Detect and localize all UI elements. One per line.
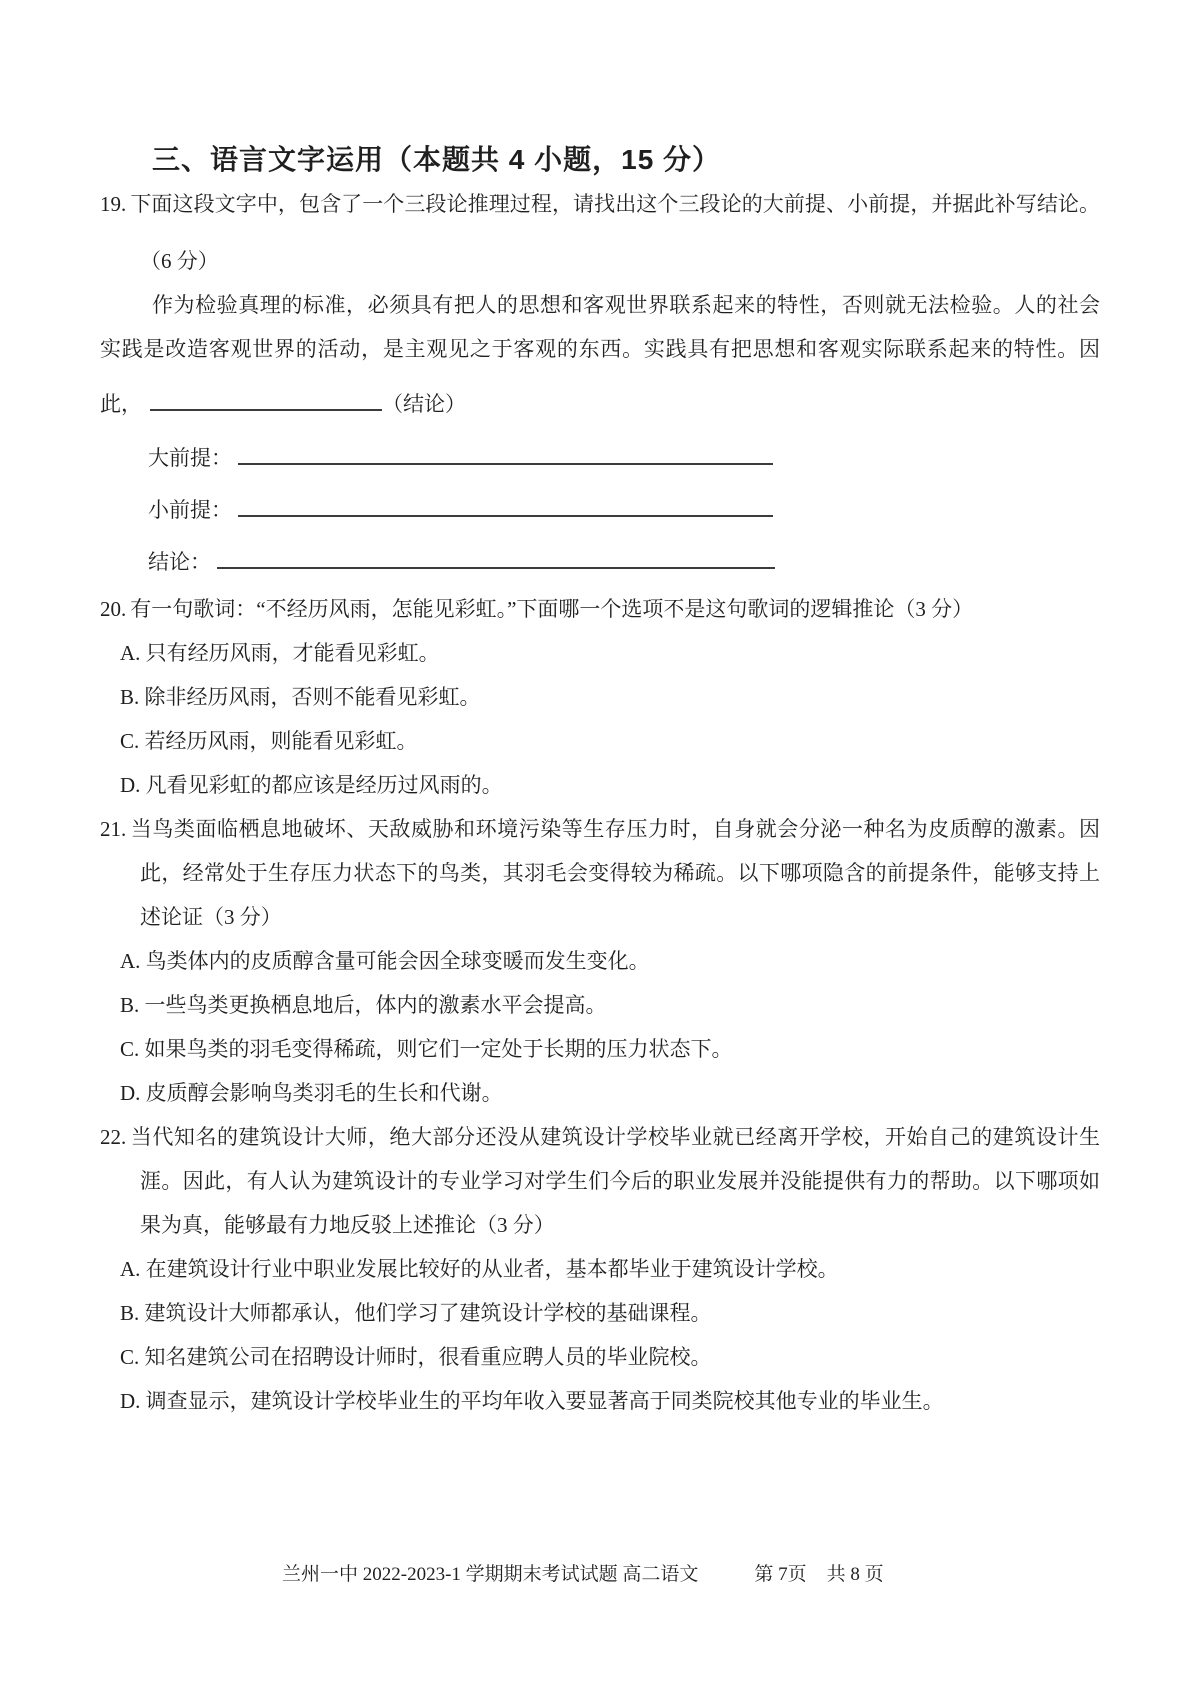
q19-minor-premise-row xyxy=(100,485,1100,535)
q19-stem: 下面这段文字中，包含了一个三段论推理过程，请找出这个三段论的大前提、小前提，并据此补写结论。 xyxy=(130,192,1100,216)
q21-stem1: 当鸟类面临栖息地破坏、天敌威胁和环境污染等生存压力时，自身就会分泌一种名为皮质醇的激素。因 xyxy=(130,817,1100,841)
q19-number: 19. xyxy=(100,192,127,216)
q19-major-premise-row xyxy=(100,433,1100,483)
q21-option-a: A. 鸟类体内的皮质醇含量可能会因全球变暖而发生变化。 xyxy=(120,949,650,973)
q19-minor-premise-label: 小前提： xyxy=(148,498,232,522)
q20-stem: 有一句歌词：“不经历风雨，怎能见彩虹。”下面哪一个选项不是这句歌词的逻辑推论（3 分） xyxy=(130,597,974,621)
q22-stem-line1 xyxy=(100,1115,1100,1159)
q21-stem-line3: 述论证（3 分） xyxy=(140,905,282,929)
q22-stem-line3: 果为真，能够最有力地反驳上述推论（3 分） xyxy=(140,1213,555,1237)
q21-option-c: C. 如果鸟类的羽毛变得稀疏，则它们一定处于长期的压力状态下。 xyxy=(120,1037,733,1061)
q21-option-d: D. 皮质醇会影响鸟类羽毛的生长和代谢。 xyxy=(120,1081,503,1105)
page-footer xyxy=(0,1562,1200,1588)
q21-stem-line1 xyxy=(100,807,1100,851)
q20-option-c: C. 若经历风雨，则能看见彩虹。 xyxy=(120,729,418,753)
q19-stem-line xyxy=(100,182,1100,226)
footer-exam-title: 兰州一中 2022-2023-1 学期期末考试试题 高二语文 xyxy=(282,1564,699,1585)
q20-number: 20. xyxy=(100,597,127,621)
q19-points: （6 分） xyxy=(140,249,219,273)
q19-conclusion-suffix: （结论） xyxy=(382,392,466,416)
q19-conclusion-inline-line xyxy=(100,379,1100,429)
q22-number: 22. xyxy=(100,1125,127,1149)
footer-page-total: 共 8 页 xyxy=(826,1564,884,1585)
q22-option-b: B. 建筑设计大师都承认，他们学习了建筑设计学校的基础课程。 xyxy=(120,1301,712,1325)
q20-option-b: B. 除非经历风雨，否则不能看见彩虹。 xyxy=(120,685,481,709)
q19-conclusion-label: 结论： xyxy=(148,550,211,574)
section-heading: 三、语言文字运用（本题共 4 小题，15 分） xyxy=(152,144,722,175)
q22-stem1: 当代知名的建筑设计大师，绝大部分还没从建筑设计学校毕业就已经离开学校，开始自己的建筑设计生 xyxy=(130,1125,1100,1149)
q19-passage-line2: 实践是改造客观世界的活动，是主观见之于客观的东西。实践具有把思想和客观实际联系起来的特性。因 xyxy=(100,337,1100,361)
q21-stem-line2: 此，经常处于生存压力状态下的鸟类，其羽毛会变得较为稀疏。以下哪项隐含的前提条件，能够支持上 xyxy=(140,861,1100,885)
q21-option-b: B. 一些鸟类更换栖息地后，体内的激素水平会提高。 xyxy=(120,993,607,1017)
q21-number: 21. xyxy=(100,817,127,841)
q20-option-d: D. 凡看见彩虹的都应该是经历过风雨的。 xyxy=(120,773,503,797)
q22-option-d: D. 调查显示，建筑设计学校毕业生的平均年收入要显著高于同类院校其他专业的毕业生。 xyxy=(120,1389,944,1413)
q22-option-a: A. 在建筑设计行业中职业发展比较好的从业者，基本都毕业于建筑设计学校。 xyxy=(120,1257,839,1281)
exam-content xyxy=(100,138,1100,1423)
q19-conclusion-row xyxy=(100,537,1100,587)
q19-passage-line1: 作为检验真理的标准，必须具有把人的思想和客观世界联系起来的特性，否则就无法检验。人的社会 xyxy=(152,293,1100,317)
q19-conclusion-inline-blank xyxy=(150,409,382,411)
q19-conclusion-prefix: 此， xyxy=(100,392,142,416)
q22-stem-line2: 涯。因此，有人认为建筑设计的专业学习对学生们今后的职业发展并没能提供有力的帮助。以下哪项如 xyxy=(140,1169,1100,1193)
q19-conclusion-blank xyxy=(217,567,775,569)
q20-stem-line xyxy=(100,587,1100,631)
q19-major-premise-blank xyxy=(238,463,773,465)
footer-page-number: 第 7页 xyxy=(754,1564,807,1585)
q22-option-c: C. 知名建筑公司在招聘设计师时，很看重应聘人员的毕业院校。 xyxy=(120,1345,712,1369)
q20-option-a: A. 只有经历风雨，才能看见彩虹。 xyxy=(120,641,440,665)
q19-minor-premise-blank xyxy=(238,515,773,517)
q19-major-premise-label: 大前提： xyxy=(148,446,232,470)
